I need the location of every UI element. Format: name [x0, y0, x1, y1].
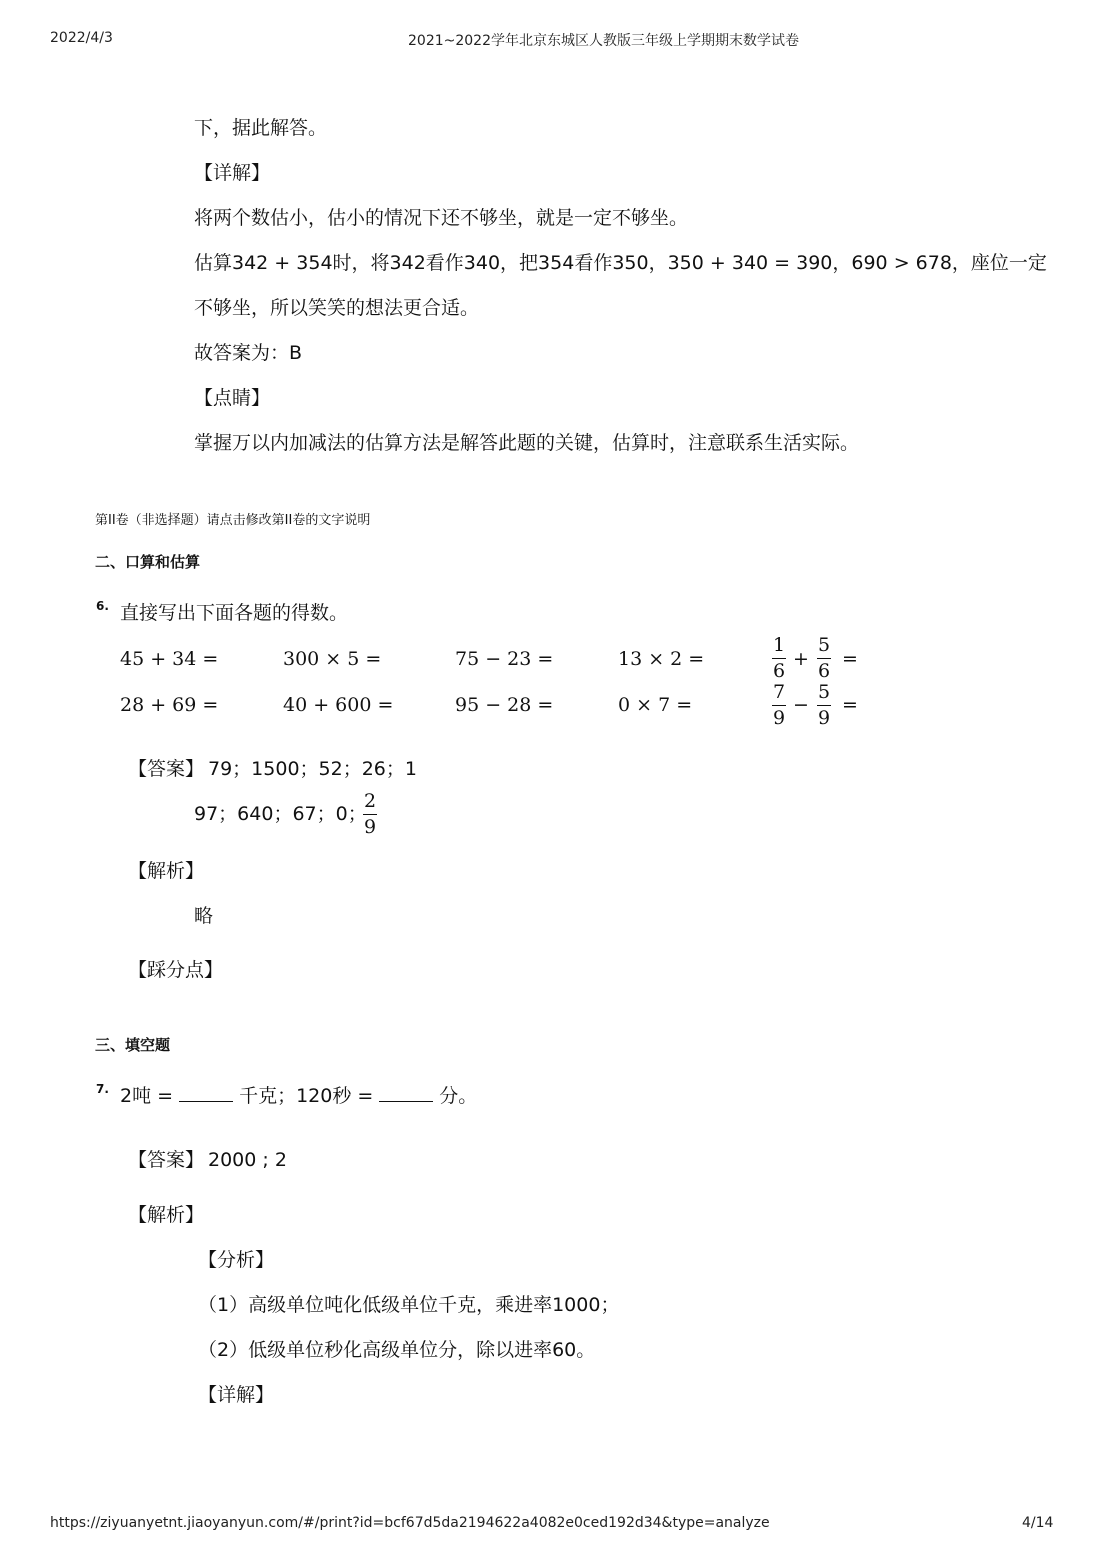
question-prompt: [120, 1084, 477, 1108]
expression: 40 + 600 =: [283, 694, 394, 716]
expression: 0 × 7 =: [618, 694, 693, 716]
fraction: [816, 634, 832, 683]
fenxi-line: （2）低级单位秒化高级单位分，除以进率60。: [198, 1339, 596, 1361]
equals-sign: =: [842, 694, 858, 716]
page-number: 4/14: [1022, 1515, 1054, 1531]
detail-label: 【详解】: [198, 1384, 275, 1406]
question-text: 千克；120秒 =: [239, 1085, 374, 1107]
question-number: 6.: [96, 599, 109, 613]
volume-note: 第II卷（非选择题）请点击修改第II卷的文字说明: [95, 513, 371, 528]
fenxi-line: （1）高级单位吨化低级单位千克，乘进率1000；: [198, 1294, 620, 1316]
fraction: [816, 681, 832, 730]
answer-text: 2000 ; 2: [208, 1149, 287, 1171]
answer-blank: [379, 1085, 433, 1102]
section-title: 三、填空题: [95, 1036, 171, 1054]
analysis-label: 【解析】: [128, 860, 205, 882]
answer-text: 79；1500；52；26；1: [208, 758, 417, 780]
answer-fraction: [362, 790, 378, 839]
expression: 45 + 34 =: [120, 648, 219, 670]
fraction-bar: [363, 814, 377, 815]
fraction-numerator: 5: [817, 634, 831, 656]
detail-line: 估算342 + 354时，将342看作340，把354看作350，350 + 340 = 390，690 > 678，座位一定: [194, 252, 1047, 274]
fraction-denominator: 6: [817, 660, 831, 682]
fraction-denominator: 9: [772, 707, 786, 729]
expression: 95 − 28 =: [455, 694, 554, 716]
fraction-bar: [772, 658, 786, 659]
fraction-numerator: 2: [363, 790, 377, 812]
question-text: 2吨 =: [120, 1085, 174, 1107]
answer-line: 故答案为：B: [194, 342, 303, 364]
question-prompt: 直接写出下面各题的得数。: [120, 602, 349, 624]
fraction-bar: [817, 705, 831, 706]
fraction-numerator: 1: [772, 634, 786, 656]
detail-line: 将两个数估小，估小的情况下还不够坐，就是一定不够坐。: [194, 207, 689, 229]
fraction-denominator: 6: [772, 660, 786, 682]
print-date: 2022/4/3: [50, 30, 113, 46]
answer-label: 【答案】: [128, 1149, 205, 1171]
analysis-label: 【解析】: [128, 1204, 205, 1226]
tip-text: 掌握万以内加减法的估算方法是解答此题的关键，估算时，注意联系生活实际。: [194, 432, 860, 454]
detail-line: 不够坐，所以笑笑的想法更合适。: [194, 297, 480, 319]
points-label: 【踩分点】: [128, 959, 224, 981]
analysis-text: 略: [194, 905, 214, 927]
equals-sign: =: [842, 648, 858, 670]
expression: 13 × 2 =: [618, 648, 705, 670]
fraction: [771, 681, 787, 730]
fraction-bar: [772, 705, 786, 706]
fraction-denominator: 9: [817, 707, 831, 729]
section-title: 二、口算和估算: [95, 553, 201, 571]
prev-question-text: 下，据此解答。: [194, 117, 328, 139]
tip-label: 【点睛】: [194, 387, 271, 409]
question-number: 7.: [96, 1082, 109, 1096]
expression: 75 − 23 =: [455, 648, 554, 670]
expression: 300 × 5 =: [283, 648, 382, 670]
document-title: 2021~2022学年北京东城区人教版三年级上学期期末数学试卷: [408, 33, 799, 49]
answer-text: 97；640；67；0；: [194, 803, 367, 825]
answer-label: 【答案】: [128, 758, 205, 780]
fraction-bar: [817, 658, 831, 659]
fenxi-label: 【分析】: [198, 1249, 275, 1271]
operator: +: [793, 648, 809, 670]
fraction-numerator: 7: [772, 681, 786, 703]
question-text: 分。: [439, 1085, 478, 1107]
operator: −: [793, 694, 809, 716]
page-url: https://ziyuanyetnt.jiaoyanyun.com/#/print?id=bcf67d5da2194622a4082e0ced192d34&type=analyze: [50, 1515, 770, 1531]
answer-blank: [179, 1085, 233, 1102]
detail-label: 【详解】: [194, 162, 271, 184]
fraction-numerator: 5: [817, 681, 831, 703]
expression: 28 + 69 =: [120, 694, 219, 716]
fraction-denominator: 9: [363, 816, 377, 838]
fraction: [771, 634, 787, 683]
